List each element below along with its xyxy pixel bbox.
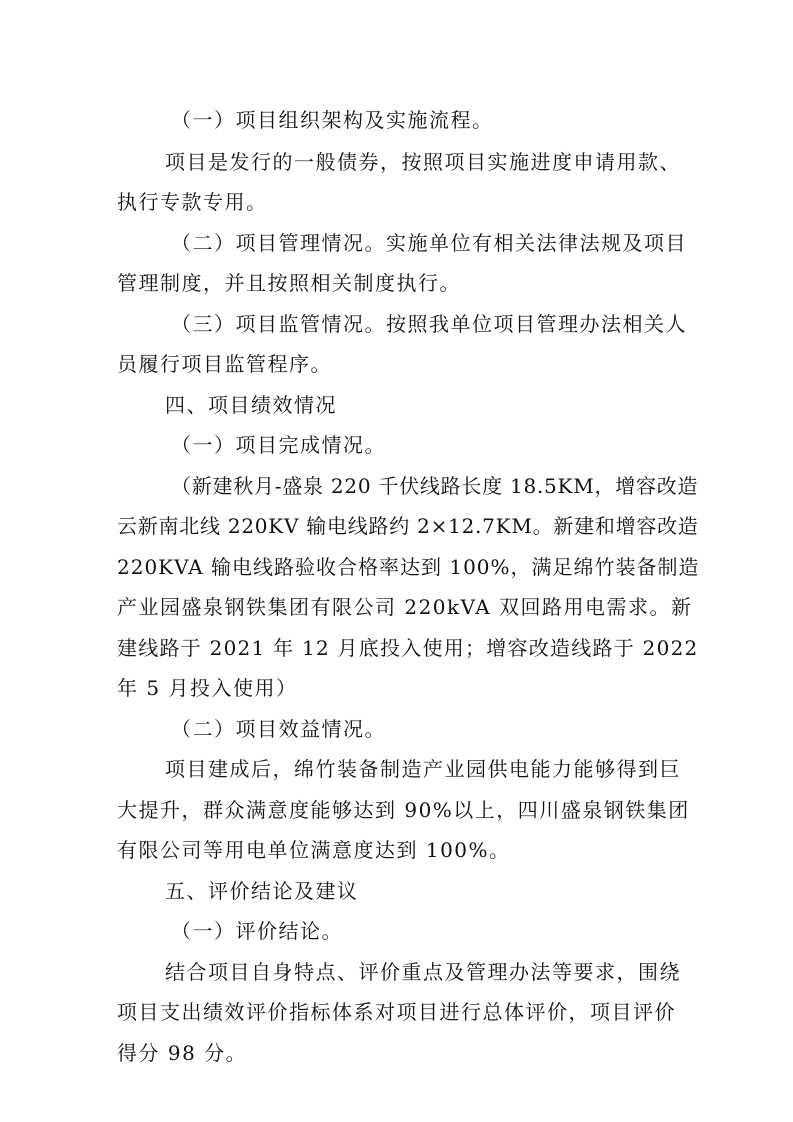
paragraph-line: 建线路于 2021 年 12 月底投入使用；增容改造线路于 2022 (117, 636, 699, 660)
paragraph-line: 执行专款专用。 (117, 190, 268, 214)
section-heading: （一）评价结论。 (171, 919, 343, 943)
paragraph-line: 结合项目自身特点、评价重点及管理办法等要求，围绕 (165, 960, 681, 984)
paragraph-line: 有限公司等用电单位满意度达到 100%。 (117, 838, 511, 862)
section-heading: （一）项目组织架构及实施流程。 (171, 108, 494, 132)
section-heading: （二）项目效益情况。 (171, 717, 386, 741)
paragraph-line: 项目支出绩效评价指标体系对项目进行总体评价，项目评价 (117, 1000, 676, 1024)
paragraph-line: 员履行项目监管程序。 (117, 352, 332, 376)
section-heading: （二）项目管理情况。实施单位有相关法律法规及项目 (171, 231, 687, 255)
paragraph-line: 年 5 月投入使用） (117, 676, 298, 700)
chapter-heading: 四、项目绩效情况 (165, 393, 337, 417)
paragraph-line: 大提升，群众满意度能够达到 90%以上，四川盛泉钢铁集团 (117, 798, 690, 822)
section-heading: （三）项目监管情况。按照我单位项目管理办法相关人 (171, 312, 687, 336)
paragraph-line: 得分 98 分。 (117, 1041, 248, 1065)
paragraph-line: （新建秋月-盛泉 220 千伏线路长度 18.5KM，增容改造 (171, 474, 699, 498)
paragraph-line: 管理制度，并且按照相关制度执行。 (117, 271, 461, 295)
paragraph-line: 220KVA 输电线路验收合格率达到 100%，满足绵竹装备制造 (117, 555, 700, 579)
paragraph-line: 云新南北线 220KV 输电线路约 2×12.7KM。新建和增容改造 (117, 514, 699, 538)
paragraph-line: 项目是发行的一般债券，按照项目实施进度申请用款、 (165, 150, 681, 174)
paragraph-line: 项目建成后，绵竹装备制造产业园供电能力能够得到巨 (165, 757, 681, 781)
section-heading: （一）项目完成情况。 (171, 433, 386, 457)
paragraph-line: 产业园盛泉钢铁集团有限公司 220kVA 双回路用电需求。新 (117, 595, 693, 619)
chapter-heading: 五、评价结论及建议 (165, 879, 359, 903)
